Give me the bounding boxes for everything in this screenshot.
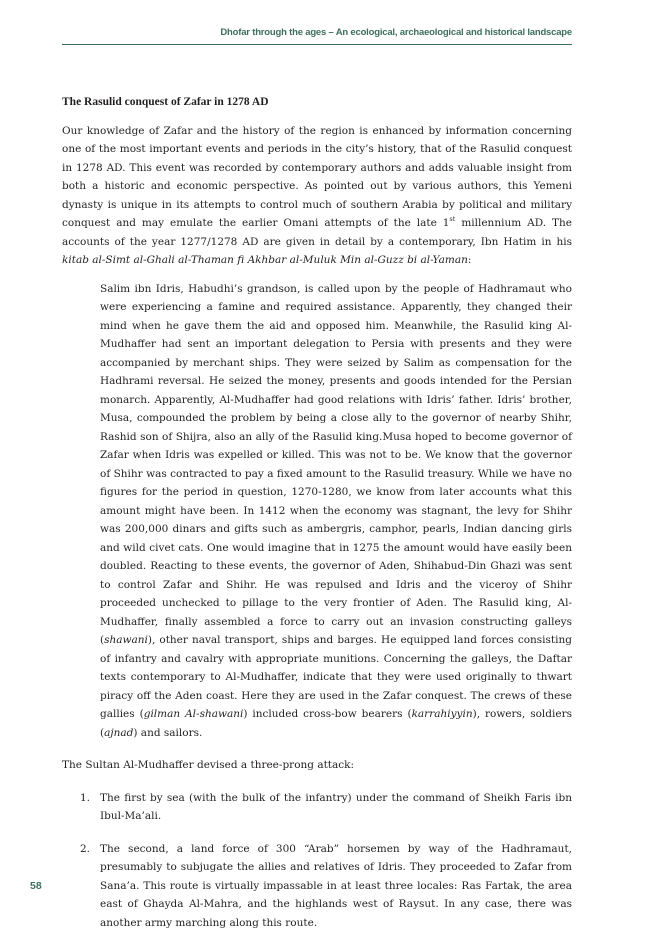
quote-text-1: Salim ibn Idris, Habudhi’s grandson, is called upon by the people of Hadhramaut who were experiencing a famine and required assistance. Apparently, they changed their mind when he gave them the aid and opposed him. Meanwhile, the Rasulid king Al-Mudhaffer had sent an important delegation to Persia with presents and they were accompanied by merchant ships. They were seized by Salim as compensation for the Hadhrami reversal. He seized the money, presents and goods intended for the Persian monarch. Apparently, Al-Mudhaffer had good relations with Idris’ father. Idris’ brother, Musa, compounded the problem by being a close ally to the governor of nearby Shihr, Rashid son of Shijra, also an ally of the Rasulid king.Musa hoped to become governor of Zafar when Idris was expelled or killed. This was not to be. We know that the governor of Shihr was contracted to pay a fixed amount to the Rasulid treasury. While we have no figures for the period in question, 1270-1280, we know from later accounts what this amount might have been. In 1412 when the economy was stagnant, the levy for Shihr was 200,000 dinars and gifts such as ambergris, camphor, pearls, Indian dancing girls and wild civet cats. One would imagine that in 1275 the amount would have easily been doubled. Reacting to these events, the governor of Aden, Shihabud-Din Ghazi was sent to control Zafar and Shihr. He was repulsed and Idris and the viceroy of Shihr proceeded unchecked to pillage to the very frontier of Aden. The Rasulid king, Al-Mudhaffer, finally assembled a force to carry out an invasion constructing galleys ( bbox=[100, 282, 572, 646]
quote-text-5: ) and sailors. bbox=[133, 726, 203, 739]
quote-text-3: ) included cross-bow bearers ( bbox=[243, 708, 412, 720]
intro-text-3: : bbox=[467, 254, 472, 266]
section-title: The Rasulid conquest of Zafar in 1278 AD bbox=[62, 96, 269, 108]
quote-term-shawani: shawani bbox=[104, 634, 148, 646]
list-item bbox=[62, 840, 572, 933]
quote-term-ajnad: ajnad bbox=[104, 726, 134, 739]
quote-term-gilman: gilman Al-shawani bbox=[143, 708, 244, 720]
quote-term-karrahiyyin: karrahiyyin bbox=[411, 708, 473, 720]
list-number: 2. bbox=[80, 842, 91, 855]
list-number: 1. bbox=[80, 791, 91, 804]
book-title: kitab al-Simt al-Ghali al-Thaman fi Akhbar al-Muluk Min al-Guzz bi al-Yaman bbox=[62, 254, 468, 266]
ordinal-superscript: st bbox=[449, 215, 456, 223]
page-number: 58 bbox=[30, 880, 42, 892]
list-item bbox=[62, 789, 572, 826]
intro-text-1: Our knowledge of Zafar and the history of the region is enhanced by information concerning one of the most important events and periods in the city’s history, that of the Rasulid conquest in 1278 AD. This event was recorded by contemporary authors and adds valuable insight from both a historic and economic perspective. As pointed out by various authors, this Yemeni dynasty is unique in its attempts to control much of southern Arabia by political and military conquest and may emulate the earlier Omani attempts of the late 1 bbox=[62, 124, 572, 229]
list-text: The first by sea (with the bulk of the infantry) under the command of Sheikh Faris ibn Ibul-Ma’ali. bbox=[100, 791, 572, 822]
block-quote bbox=[100, 280, 572, 743]
header-divider bbox=[62, 44, 572, 45]
attack-lead: The Sultan Al-Mudhaffer devised a three-prong attack: bbox=[62, 759, 355, 771]
running-header: Dhofar through the ages – An ecological, archaeological and historical landscape bbox=[220, 27, 572, 38]
intro-paragraph bbox=[62, 122, 572, 270]
list-text: The second, a land force of 300 “Arab” horsemen by way of the Hadhramaut, presumably to subjugate the allies and relatives of Idris. They proceeded to Zafar from Sana’a. This route is virtually impassable in at least three locales: Ras Fartak, the area east of Ghayda Al-Mahra, and the highlands west of Raysut. In any case, there was another army marching along this route. bbox=[100, 842, 572, 929]
quote-text-2: ), other naval transport, ships and barges. He equipped land forces consisting of infantry and cavalry with appropriate munitions. Concerning the galleys, the Daftar texts contemporary to Al-Mudhaffer, indicate that they were used originally to thwart piracy off the Aden coast. Here they are used in the Zafar conquest. The crews of these gallies ( bbox=[100, 634, 572, 720]
attack-list bbox=[62, 789, 572, 933]
intro-text-2: millennium AD. The accounts of the year 1277/1278 AD are given in detail by a contemporary, Ibn Hatim in his bbox=[62, 217, 572, 248]
page-body bbox=[62, 93, 572, 946]
quote-text-4: ), rowers, soldiers ( bbox=[100, 708, 572, 739]
